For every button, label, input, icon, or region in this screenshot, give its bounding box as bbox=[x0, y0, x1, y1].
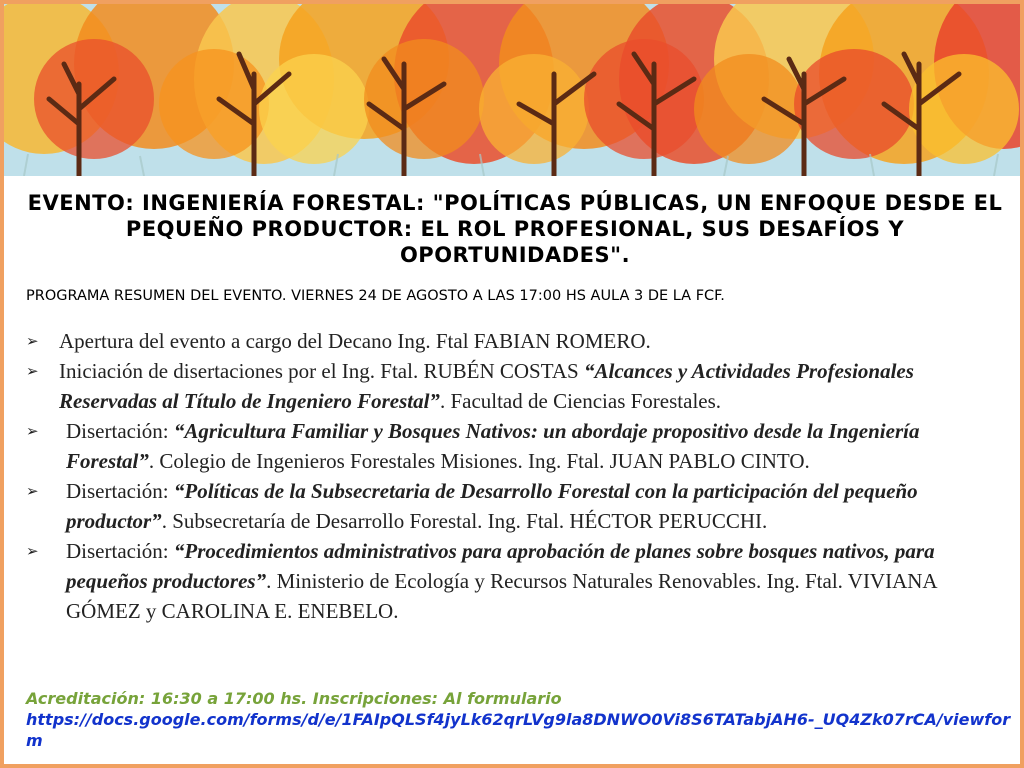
autumn-trees-icon bbox=[4, 4, 1020, 176]
item-tail-text: . Ministerio de Ecología y Recursos Naturales Renovables. Ing. Ftal. VIVIANA GÓMEZ y CAROLINA E. ENEBELO. bbox=[66, 569, 937, 623]
item-lead-text: Apertura del evento a cargo del Decano Ing. Ftal FABIAN ROMERO. bbox=[59, 329, 651, 353]
program-list bbox=[26, 326, 1001, 626]
talk-title: “Procedimientos administrativos para aprobación de planes sobre bosques nativos, para pequeños productores” bbox=[66, 539, 935, 593]
talk-title: “Agricultura Familiar y Bosques Nativos: un abordaje propositivo desde la Ingeniería Forestal” bbox=[66, 419, 920, 473]
list-item bbox=[26, 476, 1001, 536]
item-tail-text: . Subsecretaría de Desarrollo Forestal. Ing. Ftal. HÉCTOR PERUCCHI. bbox=[161, 509, 768, 533]
item-lead-text: Disertación: bbox=[66, 419, 174, 443]
list-item bbox=[26, 356, 1001, 416]
registration-footer bbox=[26, 688, 1016, 751]
accreditation-text: Acreditación: 16:30 a 17:00 hs. Inscripciones: Al formulario bbox=[26, 689, 562, 708]
item-tail-text: . Colegio de Ingenieros Forestales Misiones. Ing. Ftal. JUAN PABLO CINTO. bbox=[148, 449, 810, 473]
arrow-bullet-icon: ➢ bbox=[26, 422, 39, 440]
list-item bbox=[26, 326, 1001, 356]
arrow-bullet-icon: ➢ bbox=[26, 332, 39, 350]
registration-form-link[interactable]: https://docs.google.com/forms/d/e/1FAIpQLSf4jyLk62qrLVg9la8DNWO0Vi8S6TATabjAH6-_UQ4Zk07rCA/viewform bbox=[26, 710, 1011, 750]
talk-title: “Alcances y Actividades Profesionales Reservadas al Título de Ingeniero Forestal” bbox=[59, 359, 914, 413]
list-item bbox=[26, 416, 1001, 476]
talk-title: “Políticas de la Subsecretaria de Desarrollo Forestal con la participación del pequeño productor” bbox=[66, 479, 918, 533]
program-summary-heading: PROGRAMA RESUMEN DEL EVENTO. VIERNES 24 DE AGOSTO A LAS 17:00 HS AULA 3 DE LA FCF. bbox=[26, 288, 725, 304]
arrow-bullet-icon: ➢ bbox=[26, 542, 39, 560]
item-lead-text: Disertación: bbox=[66, 479, 174, 503]
item-lead-text: Disertación: bbox=[66, 539, 174, 563]
list-item bbox=[26, 536, 1001, 626]
arrow-bullet-icon: ➢ bbox=[26, 362, 39, 380]
event-title: EVENTO: INGENIERÍA FORESTAL: "POLÍTICAS PÚBLICAS, UN ENFOQUE DESDE EL PEQUEÑO PRODUCTOR: EL ROL PROFESIONAL, SUS DESAFÍOS Y OPORTUNIDADES". bbox=[27, 191, 1003, 267]
arrow-bullet-icon: ➢ bbox=[26, 482, 39, 500]
item-tail-text: . Facultad de Ciencias Forestales. bbox=[439, 389, 722, 413]
item-lead-text: Iniciación de disertaciones por el Ing. Ftal. RUBÉN COSTAS bbox=[59, 359, 584, 383]
